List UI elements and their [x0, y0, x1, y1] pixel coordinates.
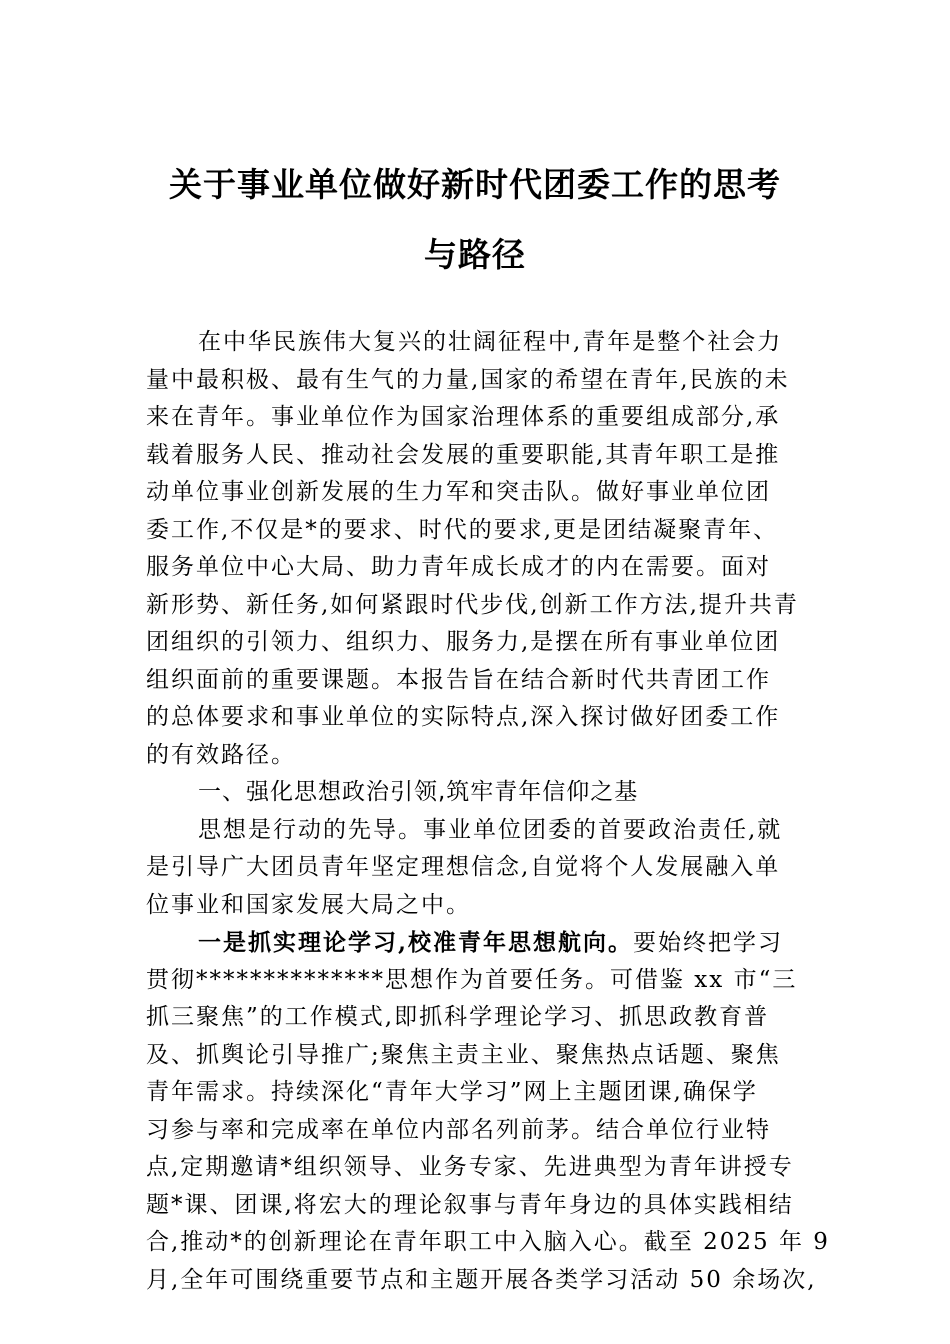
paragraph-line: 量中最积极、最有生气的力量,国家的希望在青年,民族的未: [146, 366, 790, 393]
paragraph-line: 点,定期邀请*组织领导、业务专家、先进典型为青年讲授专: [146, 1154, 794, 1180]
paragraph-line: 是引导广大团员青年坚定理想信念,自觉将个人发展融入单: [146, 854, 781, 880]
paragraph-line: 载着服务人民、推动社会发展的重要职能,其青年职工是推: [146, 441, 781, 468]
paragraph-line: 的有效路径。: [146, 741, 296, 768]
title-line-2: 与路径: [424, 235, 526, 274]
paragraph-line: 团组织的引领力、组织力、服务力,是摆在所有事业单位团: [146, 629, 781, 655]
paragraph-line: 月,全年可围绕重要节点和主题开展各类学习活动 50 余场次,: [146, 1266, 817, 1293]
paragraph-line: 题*课、团课,将宏大的理论叙事与青年身边的具体实践相结: [146, 1191, 794, 1218]
paragraph-line: 抓三聚焦”的工作模式,即抓科学理论学习、抓思政教育普: [146, 1004, 770, 1030]
paragraph-line: 思想是行动的先导。事业单位团委的首要政治责任,就: [198, 816, 783, 843]
paragraph-line: 青年需求。持续深化“青年大学习”网上主题团课,确保学: [146, 1079, 758, 1105]
paragraph-line: 的总体要求和事业单位的实际特点,深入探讨做好团委工作: [146, 704, 781, 730]
section-heading: 一、强化思想政治引领,筑牢青年信仰之基: [198, 779, 639, 805]
paragraph-line: [146, 924, 812, 962]
document-body: [146, 324, 830, 1299]
paragraph-line: 位事业和国家发展大局之中。: [146, 891, 471, 918]
paragraph-line: 动单位事业创新发展的生力军和突击队。做好事业单位团: [146, 479, 771, 505]
point-paragraph: [146, 924, 830, 1299]
paragraph-line: 习参与率和完成率在单位内部名列前茅。结合单位行业特: [146, 1116, 771, 1143]
paragraph-line: 合,推动*的创新理论在青年职工中入脑入心。截至 2025 年 9: [146, 1229, 830, 1255]
paragraph-line: 组织面前的重要课题。本报告旨在结合新时代共青团工作: [146, 666, 771, 693]
paragraph-line: 来在青年。事业单位作为国家治理体系的重要组成部分,承: [146, 404, 781, 430]
paragraph-line: 委工作,不仅是*的要求、时代的要求,更是团结凝聚青年、: [146, 516, 779, 543]
point-lead: 一是抓实理论学习,校准青年思想航向。: [198, 929, 634, 956]
paragraph-line: 新形势、新任务,如何紧跟时代步伐,创新工作方法,提升共青: [146, 591, 799, 618]
section-paragraph: [146, 812, 812, 925]
point-lead-rest: 要始终把学习: [633, 930, 784, 956]
title-line-1: 关于事业单位做好新时代团委工作的思考: [169, 165, 781, 204]
paragraph-line: 贯彻**************思想作为首要任务。可借鉴 xx 市“三: [146, 966, 798, 993]
document-title: [130, 150, 820, 290]
paragraph-line: 及、抓舆论引导推广;聚焦主责主业、聚焦热点话题、聚焦: [146, 1041, 781, 1068]
intro-paragraph: [146, 324, 812, 774]
paragraph-line: 在中华民族伟大复兴的壮阔征程中,青年是整个社会力: [198, 329, 783, 355]
paragraph-line: 服务单位中心大局、助力青年成长成才的内在需要。面对: [146, 554, 771, 580]
